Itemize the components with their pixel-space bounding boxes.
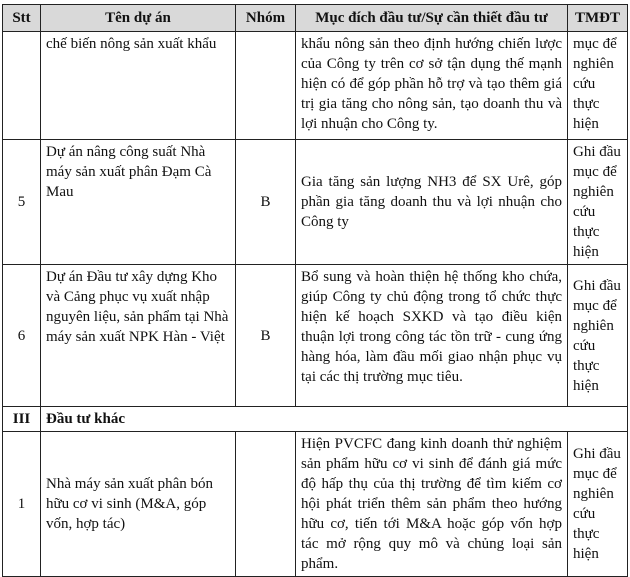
cell-purpose: khẩu nông sản theo định hướng chiến lược của Công ty trên cơ sở tận dụng thế mạnh hiện có để góp phần hỗ trợ và tạo thêm giá trị gia tăng cho nông sản, tạo doanh thu và lợi nhuận cho Công ty. [296, 32, 568, 140]
cell-stt [3, 32, 41, 140]
table-row [3, 140, 628, 265]
section-title: Đầu tư khác [41, 407, 628, 432]
cell-stt: 1 [3, 432, 41, 577]
table-row [3, 32, 628, 140]
cell-tmdt: mục để nghiên cứu thực hiện [568, 32, 628, 140]
cell-group: B [236, 265, 296, 407]
cell-stt: 6 [3, 265, 41, 407]
cell-project-name: Nhà máy sản xuất phân bón hữu cơ vi sinh (M&A, góp vốn, hợp tác) [41, 432, 236, 577]
header-tmdt: TMĐT [568, 5, 628, 32]
section-stt: III [3, 407, 41, 432]
cell-tmdt: Ghi đầu mục để nghiên cứu thực hiện [568, 265, 628, 407]
cell-group [236, 432, 296, 577]
table-row [3, 432, 628, 577]
cell-tmdt: Ghi đầu mục để nghiên cứu thực hiện [568, 140, 628, 265]
table-header-row [3, 5, 628, 32]
header-group: Nhóm [236, 5, 296, 32]
cell-tmdt: Ghi đầu mục để nghiên cứu thực hiện [568, 432, 628, 577]
cell-group [236, 32, 296, 140]
cell-project-name: Dự án Đầu tư xây dựng Kho và Cảng phục vụ xuất nhập nguyên liệu, sản phẩm tại Nhà máy sản xuất NPK Hàn - Việt [41, 265, 236, 407]
header-project-name: Tên dự án [41, 5, 236, 32]
investment-projects-table [2, 4, 628, 577]
cell-project-name: chế biến nông sản xuất khẩu [41, 32, 236, 140]
header-stt: Stt [3, 5, 41, 32]
header-purpose: Mục đích đầu tư/Sự cần thiết đầu tư [296, 5, 568, 32]
cell-purpose: Gia tăng sản lượng NH3 để SX Urê, góp phần gia tăng doanh thu và lợi nhuận cho Công ty [296, 140, 568, 265]
cell-group: B [236, 140, 296, 265]
cell-project-name: Dự án nâng công suất Nhà máy sản xuất phân Đạm Cà Mau [41, 140, 236, 265]
cell-purpose: Hiện PVCFC đang kinh doanh thử nghiệm sản phẩm hữu cơ vi sinh để đánh giá mức độ hấp thụ của thị trường để tìm kiếm cơ hội phát triển thêm sản phẩm theo hướng hữu cơ, tiến tới M&A hoặc góp vốn hợp tác mở rộng quy mô và chủng loại sản phẩm. [296, 432, 568, 577]
cell-stt: 5 [3, 140, 41, 265]
table-row [3, 265, 628, 407]
cell-purpose: Bổ sung và hoàn thiện hệ thống kho chứa, giúp Công ty chủ động trong tổ chức thực hiện kế hoạch SXKD và tạo điều kiện thuận lợi trong công tác tồn trữ - cung ứng hàng hóa, làm đầu mối giao nhận phục vụ tại các thị trường mục tiêu. [296, 265, 568, 407]
section-row [3, 407, 628, 432]
